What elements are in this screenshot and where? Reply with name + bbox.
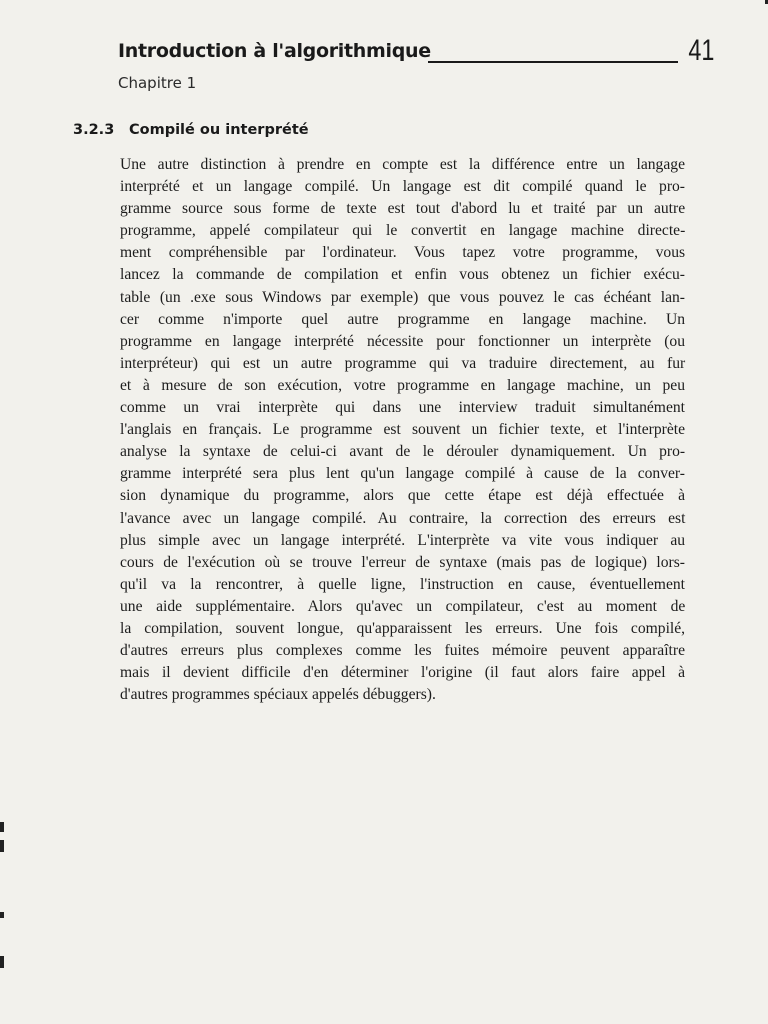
text-line: plus simple avec un langage interprété. L'interprète va vite vous indiquer au: [120, 531, 686, 549]
text-line: l'anglais en français. Le programme est souvent un fichier texte, et l'interprète: [120, 421, 685, 439]
text-line: lancez la commande de compilation et enfin vous obtenez un fichier exécu-: [120, 266, 685, 284]
text-line: gramme source sous forme de texte est tout d'abord lu et traité par un autre: [120, 200, 686, 218]
text-line: cer comme n'importe quel autre programme en langage machine. Un: [120, 310, 685, 328]
scan-speck: [0, 840, 4, 852]
running-header: [118, 34, 714, 72]
text-line: analyse la syntaxe de celui-ci avant de le dérouler dynamiquement. Un pro-: [120, 443, 686, 461]
text-line: une aide supplémentaire. Alors qu'avec un compilateur, c'est au moment de: [120, 597, 686, 615]
text-line: programme en langage interprété nécessite pour fonctionner un interprète (ou: [120, 332, 685, 350]
page-number: 41: [687, 34, 714, 67]
book-title: Introduction à l'algorithmique: [118, 40, 431, 62]
section-heading: [73, 122, 309, 138]
text-line: interprété et un langage compilé. Un langage est dit compilé quand le pro-: [120, 178, 685, 196]
text-line: interpréteur) qui est un autre programme qui va traduire directement, au fur: [120, 354, 686, 372]
text-line: la compilation, souvent longue, qu'apparaissent les erreurs. Une fois compilé,: [120, 619, 686, 637]
chapter-label: Chapitre 1: [118, 74, 197, 92]
text-line: d'autres programmes spéciaux appelés débuggers).: [120, 686, 436, 704]
header-rule: [428, 61, 678, 63]
text-line: gramme interprété sera plus lent qu'un langage compilé à cause de la conver-: [120, 465, 685, 483]
body-paragraph: [120, 154, 685, 706]
text-line: cours de l'exécution où se trouve l'erreur de syntaxe (mais pas de logique) lors-: [120, 553, 685, 571]
scan-speck: [0, 956, 4, 968]
scan-speck: [0, 822, 4, 832]
text-line: qu'il va la rencontrer, à quelle ligne, l'instruction en cause, éventuellement: [120, 575, 685, 593]
text-line: Une autre distinction à prendre en compte est la différence entre un langage: [120, 156, 685, 173]
text-line: programme, appelé compilateur qui le convertit en langage machine directe-: [120, 222, 686, 240]
text-line: comme un vrai interprète qui dans une interview traduit simultanément: [120, 399, 685, 417]
scan-speck: [0, 912, 4, 918]
text-line: d'autres erreurs plus complexes comme les fuites mémoire peuvent apparaître: [120, 642, 685, 660]
text-line: sion dynamique du programme, alors que cette étape est déjà effectuée à: [120, 487, 685, 505]
text-line: et à mesure de son exécution, votre programme en langage machine, un peu: [120, 376, 685, 394]
text-line: l'avance avec un langage compilé. Au contraire, la correction des erreurs est: [120, 509, 686, 527]
section-title: Compilé ou interprété: [129, 122, 309, 138]
text-line: table (un .exe sous Windows par exemple) que vous pouvez le cas échéant lan-: [120, 288, 685, 306]
text-line: mais il devient difficile d'en déterminer l'origine (il faut alors faire appel à: [120, 664, 685, 682]
text-line: ment compréhensible par l'ordinateur. Vous tapez votre programme, vous: [120, 244, 686, 262]
section-number: 3.2.3: [73, 122, 115, 138]
